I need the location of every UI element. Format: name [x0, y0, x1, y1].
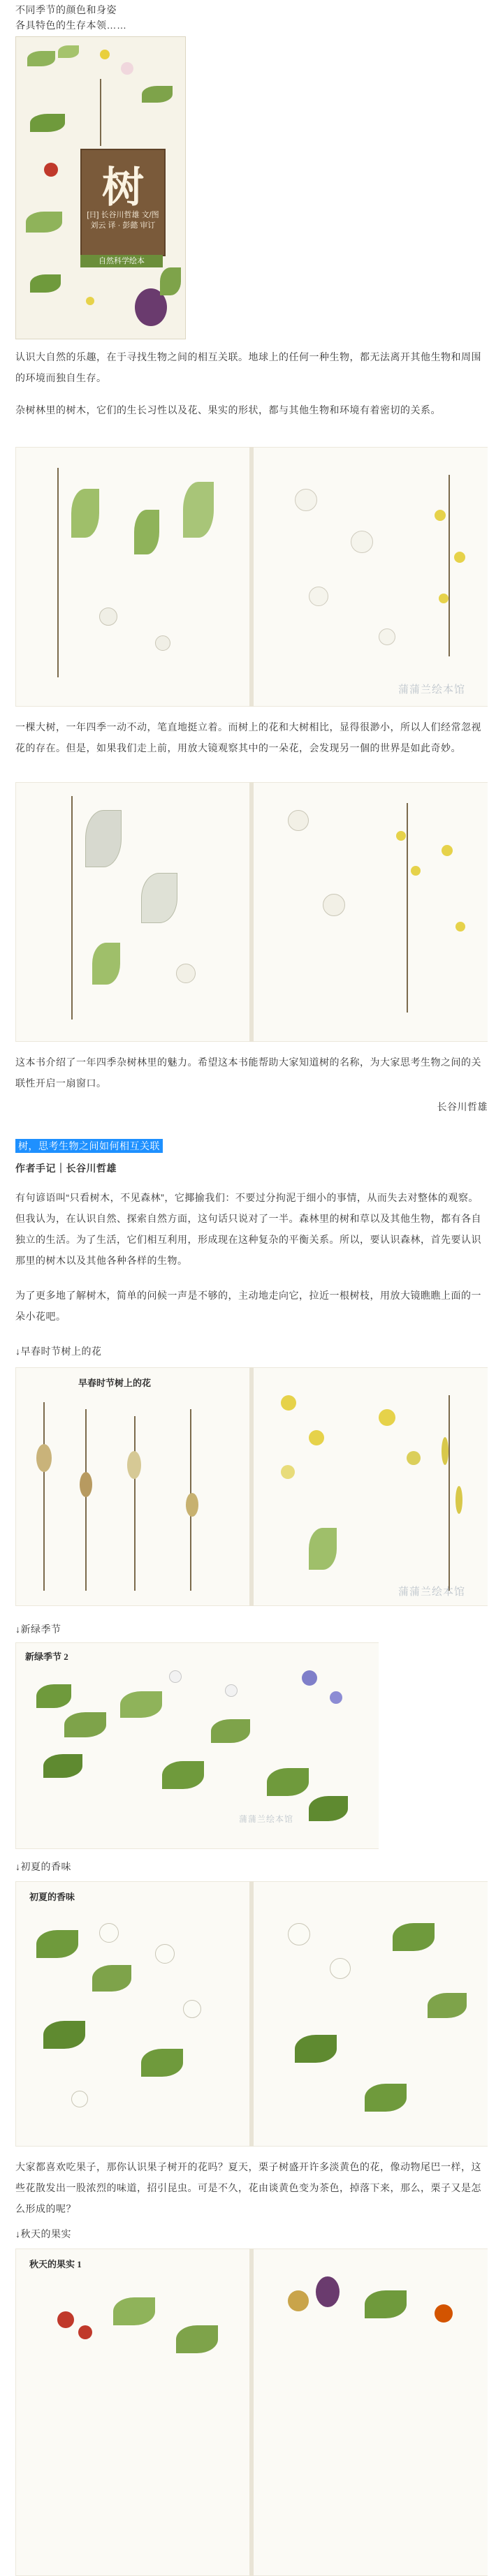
flower-icon	[100, 50, 110, 59]
cover-authors-line-2: 刘云 译 · 彭懿 审订	[90, 221, 156, 230]
paragraph-4-signature: 长谷川哲雄	[437, 1101, 488, 1112]
leaf-icon	[58, 45, 79, 58]
twig	[100, 79, 101, 146]
watermark: 蒲蒲兰绘本馆	[398, 1586, 466, 1598]
cover-series-label: 自然科学绘本	[80, 255, 163, 267]
berry-icon	[44, 163, 58, 177]
paragraph-1: 认识大自然的乐趣，在于寻找生物之间的相互关联。地球上的任何一种生物，都无法离开其他生物和周围的环境而独自生存。	[15, 351, 481, 383]
intro-line-2: 各具特色的生存本领……	[15, 20, 127, 31]
spread-caption-spring: 早春时节树上的花	[78, 1378, 152, 1388]
watermark: 蒲蒲兰绘本馆	[398, 684, 466, 695]
section-heading-highlight: 树，思考生物之间如何相互关联	[15, 1139, 163, 1153]
book-cover	[15, 36, 186, 339]
leaf-icon	[27, 51, 55, 66]
paragraph-4: 这本书介绍了一年四季杂树林里的魅力。希望这本书能帮助大家知道树的名称，为大家思考生物之间的关联性开启一扇窗口。	[15, 1057, 481, 1089]
paragraph-6: 为了更多地了解树木，简单的问候一声是不够的，主动地走向它，拉近一根树枝，用放大镜瞧瞧上面的一朵小花吧。	[15, 1290, 481, 1322]
leaf-icon	[26, 212, 62, 233]
section-label-autumn: ↓秋天的果实	[15, 2228, 71, 2239]
paragraph-7: 大家都喜欢吃果子，那你认识果子树开的花吗？夏天，栗子树盛开许多淡黄色的花，像动物尾巴一样，这些花散发出一股浓烈的味道，招引昆虫。可是不久，花由谈黄色变为茶色，掉落下来，那么，栗子又是怎么形成的呢？	[15, 2161, 481, 2214]
cover-authors	[85, 210, 161, 231]
cover-title: 树	[102, 165, 144, 211]
illustration-spread-1	[15, 447, 488, 707]
author-note-label: 作者手记｜长谷川哲雄	[15, 1163, 117, 1174]
illustration-new-green	[15, 1642, 379, 1849]
illustration-autumn-fruits	[15, 2249, 488, 2576]
cover-authors-line-1: [日] 长谷川哲雄 文/图	[87, 211, 159, 219]
paragraph-2: 杂树林里的树木，它们的生长习性以及花、果实的形状，都与其他生物和环境有着密切的关系。	[15, 404, 441, 415]
section-heading	[15, 1138, 163, 1154]
paragraph-3: 一棵大树，一年四季一动不动，笔直地挺立着。而树上的花和大树相比，显得很渺小，所以人们经常忽视花的存在。但是，如果我们走上前，用放大镜观察其中的一朵花，会发现另一個的世界是如此奇妙。	[15, 721, 481, 753]
illustration-early-summer	[15, 1881, 488, 2147]
leaf-icon	[160, 267, 181, 295]
spread-caption-green: 新绿季节 2	[25, 1651, 68, 1662]
illustration-spread-2	[15, 782, 488, 1042]
leaf-icon	[30, 274, 61, 293]
section-label-spring: ↓早春时节树上的花	[15, 1346, 102, 1357]
intro-line-1: 不同季节的颜色和身姿	[15, 4, 117, 15]
section-label-summer: ↓初夏的香味	[15, 1861, 71, 1872]
spread-caption-autumn: 秋天的果实 1	[29, 2259, 82, 2269]
leaf-icon	[142, 86, 173, 103]
illustration-spring-flowers	[15, 1367, 488, 1606]
cover-title-block	[80, 149, 166, 256]
spread-caption-summer: 初夏的香味	[29, 1892, 75, 1902]
flower-icon	[121, 62, 133, 75]
leaf-icon	[30, 114, 65, 132]
flower-icon	[86, 297, 94, 305]
watermark: 蒲蒲兰绘本馆	[239, 1814, 294, 1824]
section-label-green: ↓新绿季节	[15, 1624, 61, 1635]
paragraph-5: 有句谚语叫“只看树木，不见森林”，它揶揄我们：不要过分拘泥于细小的事情，从而失去对整体的观察。但我认为，在认识自然、探索自然方面，这句话只说对了一半。森林里的树和草以及其他生物，都有各自独立的生活。为了生活，它们相互利用，形成现在这种复杂的平衡关系。所以，要认识森林，首先要认识那里的树木以及其他各种各样的生物。	[15, 1192, 481, 1266]
